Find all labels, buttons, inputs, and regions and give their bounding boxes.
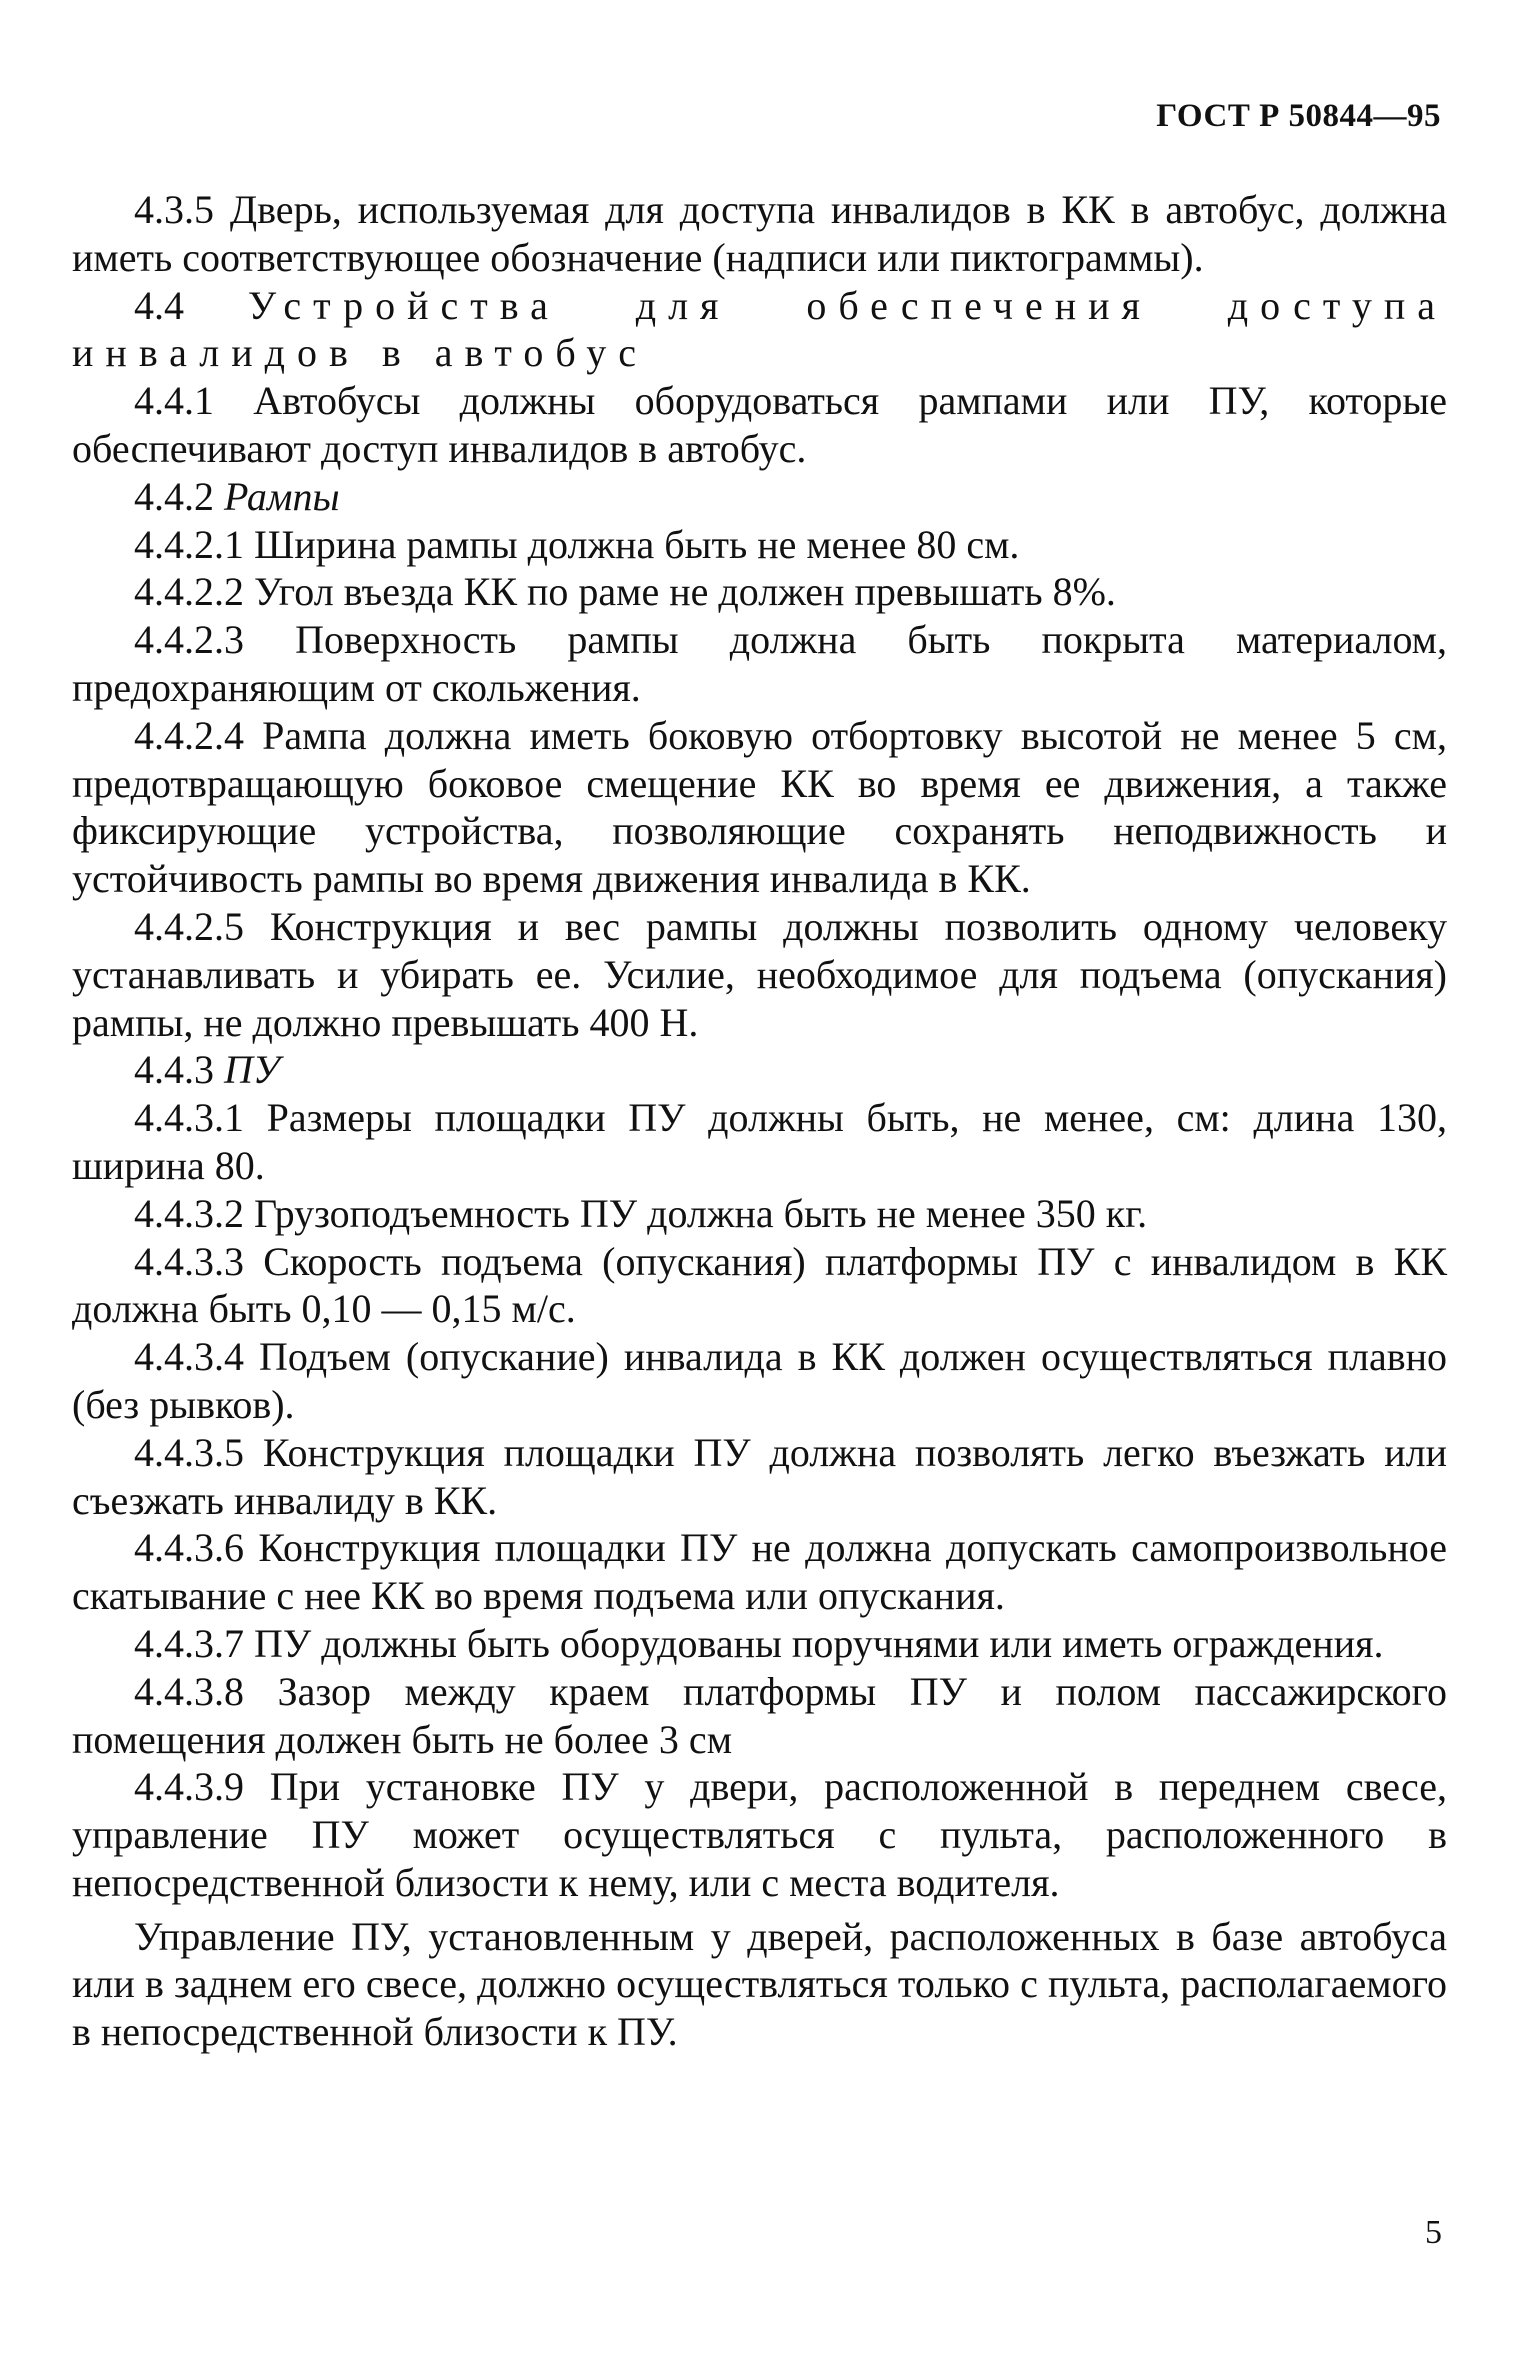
- paragraph-4-4-3-2: 4.4.3.2 Грузоподъемность ПУ должна быть не менее 350 кг.: [134, 1190, 1148, 1236]
- document-body: [72, 186, 1447, 2056]
- subsection-number: 4.4.2: [134, 473, 214, 519]
- section-number: 4.4: [134, 282, 184, 328]
- paragraph-4-4-1: 4.4.1 Автобусы должны оборудоваться рампами или ПУ, которые обеспечивают доступ инвалидов в автобус.: [72, 378, 1447, 471]
- paragraph-4-4-2-1: 4.4.2.1 Ширина рампы должна быть не менее 80 см.: [134, 521, 1020, 567]
- paragraph-control: Управление ПУ, установленным у дверей, расположенных в базе автобуса или в заднем его свесе, должно осуществляться только с пульта, располагаемого в непосредственной близости к ПУ.: [72, 1913, 1447, 2055]
- paragraph-4-4-3-9: 4.4.3.9 При установке ПУ у двери, расположенной в переднем свесе, управление ПУ может осуществляться с пульта, расположенного в непосредственной близости к нему, или с места водителя.: [72, 1764, 1447, 1905]
- subsection-heading-4-4-3: [72, 1046, 1447, 1094]
- paragraph-4-4-2-5: 4.4.2.5 Конструкция и вес рампы должны позволить одному человеку устанавливать и убирать ее. Усилие, необходимое для подъема (опускания) рампы, не должно превышать 400 Н.: [72, 903, 1447, 1045]
- paragraph-4-4-2-3: 4.4.2.3 Поверхность рампы должна быть покрыта материалом, предохраняющим от скольжения.: [72, 617, 1447, 710]
- subsection-title: Рампы: [224, 473, 340, 519]
- subsection-title: ПУ: [224, 1047, 280, 1093]
- section-heading-4-4: [72, 282, 1447, 378]
- paragraph-4-4-3-7: 4.4.3.7 ПУ должны быть оборудованы поручнями или иметь ограждения.: [134, 1620, 1384, 1666]
- paragraph-4-4-2-4: 4.4.2.4 Рампа должна иметь боковую отбортовку высотой не менее 5 см, предотвращающую боковое смещение КК во время ее движения, а также фиксирующие устройства, позволяющие сохранять неподвижность и устойчивость рампы во время движения инвалида в КК.: [72, 712, 1447, 902]
- section-title: Устройства для обеспечения доступа инвалидов в автобус: [72, 282, 1447, 376]
- subsection-number: 4.4.3: [134, 1047, 214, 1093]
- paragraph-4-4-3-1: 4.4.3.1 Размеры площадки ПУ должны быть, не менее, см: длина 130, ширина 80.: [72, 1095, 1447, 1188]
- paragraph-4-4-3-3: 4.4.3.3 Скорость подъема (опускания) платформы ПУ с инвалидом в КК должна быть 0,10 — 0,15 м/с.: [72, 1238, 1447, 1332]
- standard-code-header: ГОСТ Р 50844—95: [1156, 98, 1441, 134]
- paragraph-4-4-2-2: 4.4.2.2 Угол въезда КК по раме не должен превышать 8%.: [134, 569, 1116, 615]
- paragraph-4-4-3-8: 4.4.3.8 Зазор между краем платформы ПУ и полом пассажирского помещения должен быть не более 3 см: [72, 1668, 1447, 1762]
- paragraph-4-4-3-6: 4.4.3.6 Конструкция площадки ПУ не должна допускать самопроизвольное скатывание с нее КК во время подъема или опускания.: [72, 1525, 1447, 1619]
- subsection-heading-4-4-2: [72, 473, 1447, 521]
- paragraph-4-4-3-5: 4.4.3.5 Конструкция площадки ПУ должна позволять легко въезжать или съезжать инвалиду в КК.: [72, 1429, 1447, 1523]
- page-number: 5: [1425, 2214, 1442, 2251]
- paragraph-4-4-3-4: 4.4.3.4 Подъем (опускание) инвалида в КК должен осуществляться плавно (без рывков).: [72, 1334, 1447, 1427]
- paragraph-4-3-5: 4.3.5 Дверь, используемая для доступа инвалидов в КК в автобус, должна иметь соответствующее обозначение (надписи или пиктограммы).: [72, 187, 1447, 280]
